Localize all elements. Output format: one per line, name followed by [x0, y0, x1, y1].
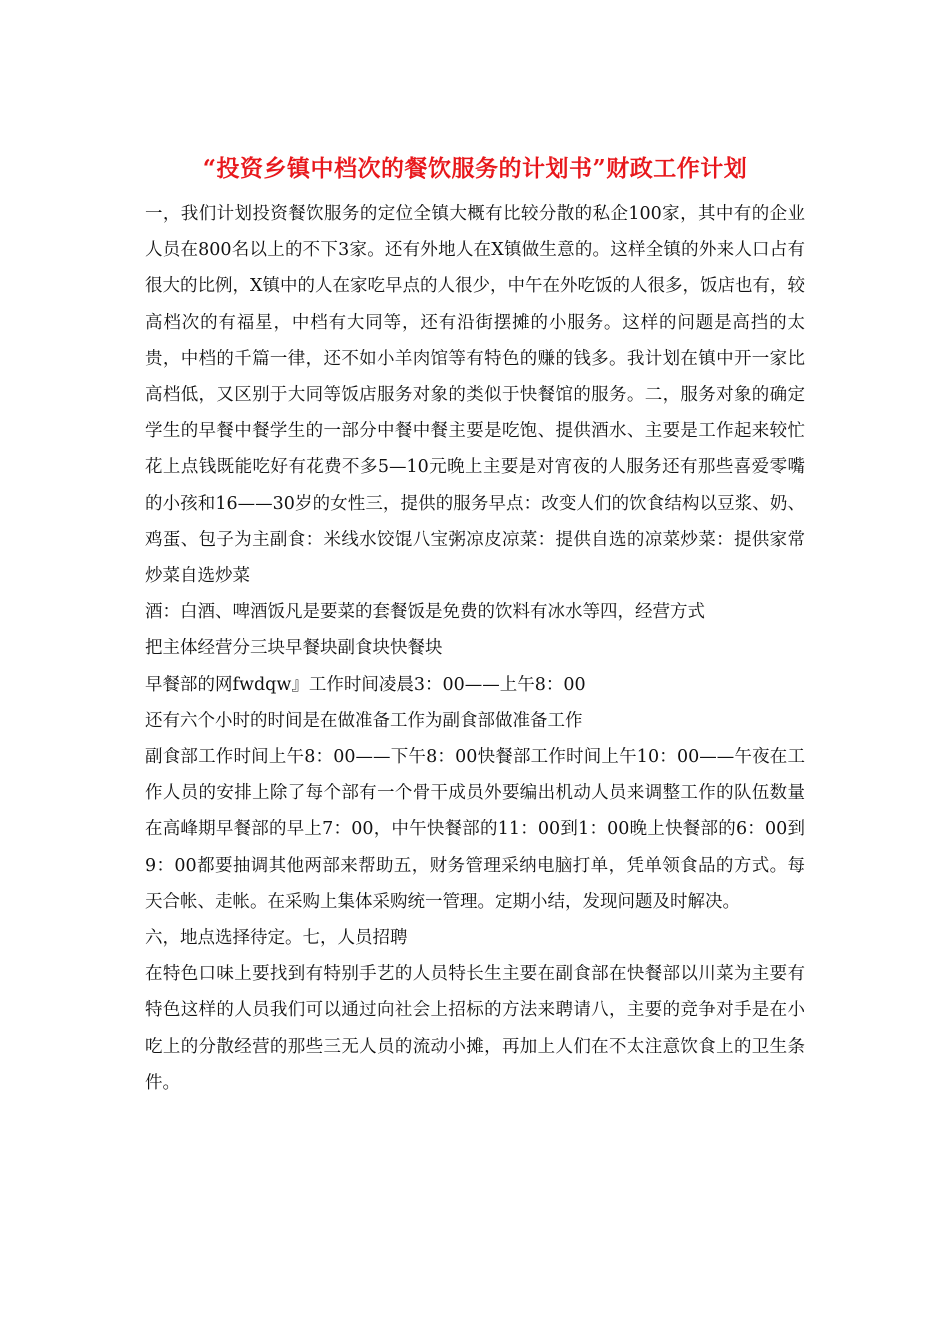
paragraph-location-recruiting: 六，地点选择待定。七，人员招聘	[145, 928, 408, 949]
paragraph-intro-services: 一，我们计划投资餐饮服务的定位全镇大概有比较分散的私企100家，其中有的企业人员在800名以上的不下3家。还有外地人在X镇做生意的。这样全镇的外来人口占有很大的比例，X镇中的人在家吃早点的人很少，中午在外吃饭的人很多，饭店也有，较高档次的有福星，中档有大同等，还有沿街摆摊的小服务。这样的问题是高挡的太贵，中档的千篇一律，还不如小羊肉馆等有特色的赚的钱多。我计划在镇中开一家比高档低，又区别于大同等饭店服务对象的类似于快餐馆的服务。二，服务对象的确定学生的早餐中餐学生的一部分中餐中餐主要是吃饱、提供酒水、主要是工作起来较忙花上点钱既能吃好有花费不多5—10元晚上主要是对宵夜的人服务还有那些喜爱零嘴的小孩和16——30岁的女性三，提供的服务早点：改变人们的饮食结构以豆浆、奶、鸡蛋、包子为主副食：米线水饺馄八宝粥凉皮凉菜：提供自选的凉菜炒菜：提供家常炒菜自选炒菜	[145, 204, 805, 587]
paragraph-competition: 在特色口味上要找到有特别手艺的人员特长生主要在副食部在快餐部以川菜为主要有特色这样的人员我们可以通过向社会上招标的方法来聘请八，主要的竞争对手是在小吃上的分散经营的那些三无人员的流动小摊，再加上人们在不太注意饮食上的卫生条件。	[145, 964, 805, 1093]
paragraph-staffing-finance: 副食部工作时间上午8：00——下午8：00快餐部工作时间上午10：00——午夜在工作人员的安排上除了每个部有一个骨干成员外要编出机动人员来调整工作的队伍数量在高峰期早餐部的早上7：00，中午快餐部的11：00到1：00晚上快餐部的6：00到9：00都要抽调其他两部来帮助五，财务管理采纳电脑打单，凭单领食品的方式。每天合帐、走帐。在采购上集体采购统一管理。定期小结，发现问题及时解决。	[145, 747, 805, 912]
paragraph-preparation: 还有六个小时的时间是在做准备工作为副食部做准备工作	[145, 710, 583, 731]
document-title: “投资乡镇中档次的餐饮服务的计划书”财政工作计划	[202, 155, 748, 182]
paragraph-business-blocks: 把主体经营分三块早餐块副食块快餐块	[145, 638, 443, 659]
paragraph-drinks: 酒：白酒、啤酒饭凡是要菜的套餐饭是免费的饮料有冰水等四，经营方式	[145, 602, 705, 623]
paragraph-breakfast-hours: 早餐部的网fwdqw』工作时间凌晨3：00——上午8：00	[145, 674, 586, 695]
document-body	[145, 196, 805, 1101]
